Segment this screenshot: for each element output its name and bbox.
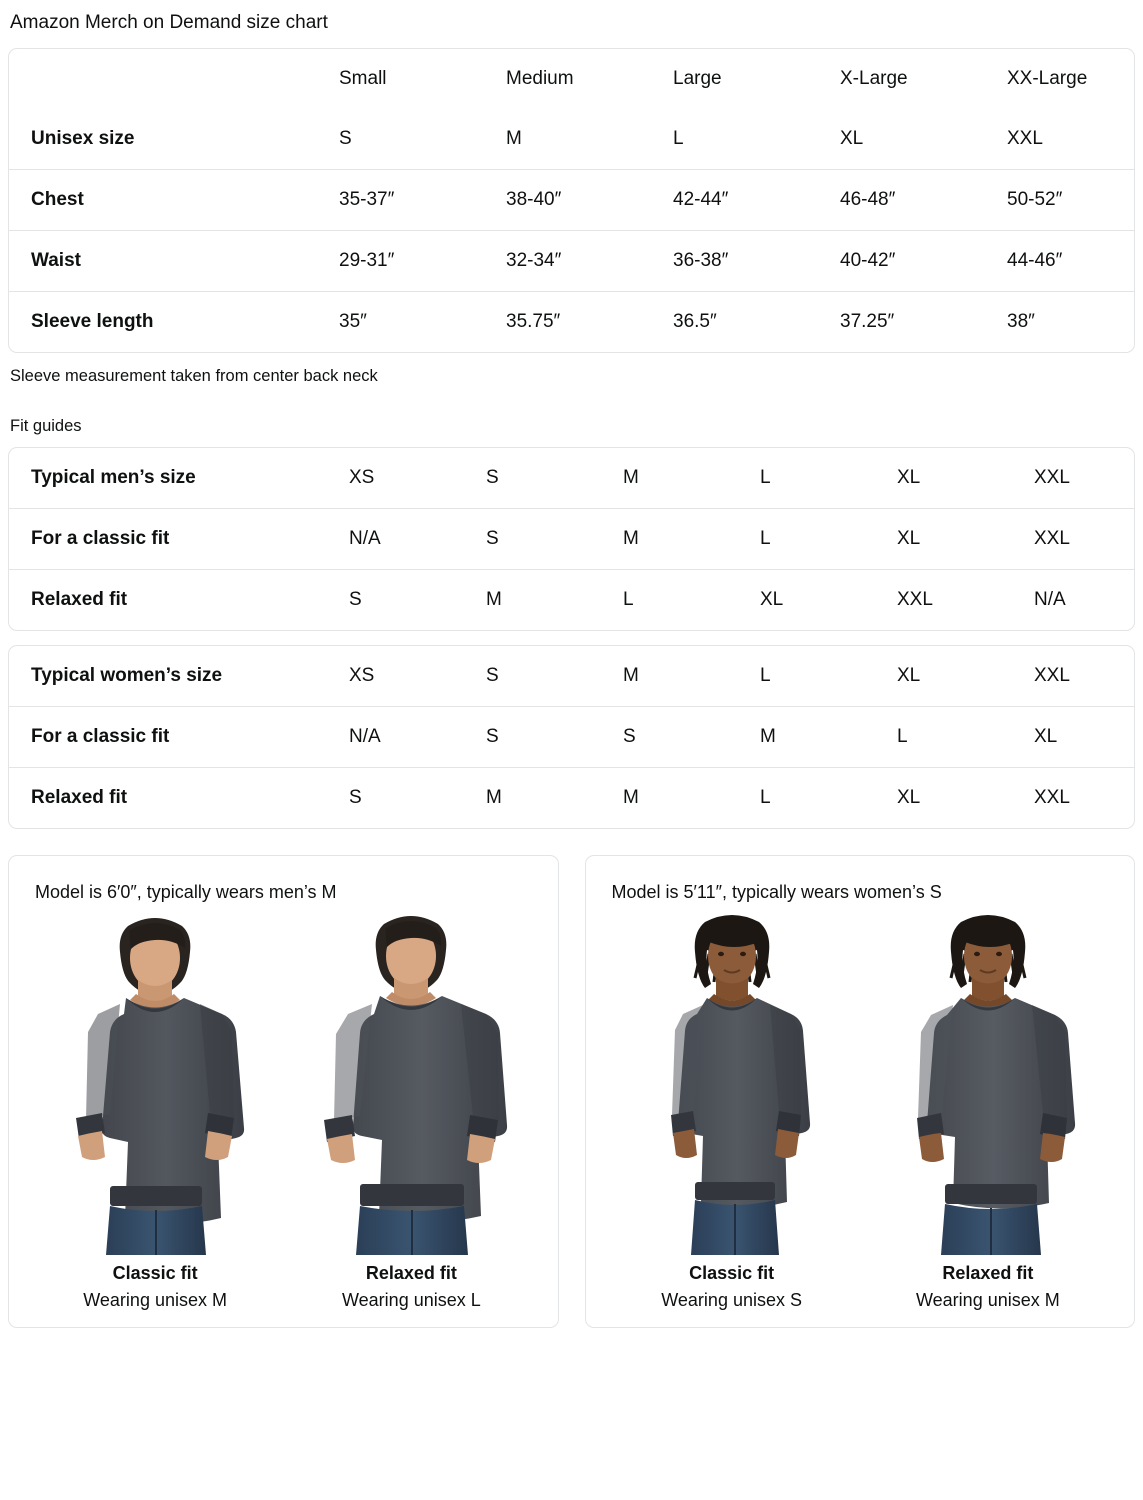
womens-relaxed-fit-figure [860,910,1116,1311]
cell: XXL [1012,646,1135,707]
mens-figure-row [27,910,540,1311]
womens-classic-fit-figure [604,910,860,1311]
womens-figure-row [604,910,1117,1311]
cell: XL [875,448,1012,509]
cell: M [486,589,502,610]
cell: 35″ [339,311,367,332]
sleeve-measurement-note: Sleeve measurement taken from center back neck [10,367,378,385]
row-label-unisex-size: Unisex size [9,109,317,170]
cell: S [464,707,601,768]
cell: N/A [1034,589,1066,610]
cell: L [875,707,1012,768]
row-label-chest: Chest [9,170,317,231]
cell: 38″ [1007,311,1035,332]
measurement-table-head [9,49,1135,109]
cell: 44-46″ [985,231,1135,292]
cell: XXL [1034,787,1070,808]
cell: XL [875,646,1012,707]
mens-fit-table-body [9,448,1135,630]
mens-model-card [8,855,559,1328]
cell: S [349,589,362,610]
mens-relaxed-fit-figure [283,910,539,1311]
mens-fit-table [9,448,1135,630]
figure-title: Relaxed fit [365,1263,457,1283]
cell: XL [1012,707,1135,768]
row-label-waist: Waist [9,231,317,292]
figure-subtitle: Wearing unisex L [342,1290,481,1310]
measurement-table [9,49,1135,352]
figure-title: Classic fit [689,1263,775,1283]
fit-guides-label: Fit guides [10,417,82,435]
measurement-table-body [9,109,1135,352]
mens-classic-fit-photo [40,910,270,1255]
cell: M [601,646,738,707]
col-header-blank [9,49,317,109]
row-label-mens-classic-fit: For a classic fit [9,509,327,570]
cell: N/A [327,509,464,570]
cell: XL [818,109,985,170]
cell: S [317,109,484,170]
womens-fit-table-body [9,646,1135,828]
mens-fit-table-card [8,447,1135,631]
cell: S [464,509,601,570]
cell: L [738,448,875,509]
cell: 46-48″ [818,170,985,231]
cell: 42-44″ [651,170,818,231]
figure-title: Classic fit [112,1263,198,1283]
col-header-xxlarge: XX-Large [1007,68,1088,89]
table-row [9,448,1135,509]
cell: 36.5″ [673,311,717,332]
cell: XXL [1012,509,1135,570]
mens-classic-fit-figure [27,910,283,1311]
table-row [9,109,1135,170]
row-label-mens-relaxed-fit: Relaxed fit [31,589,128,610]
womens-fit-table [9,646,1135,828]
mens-model-caption: Model is 6′0″, typically wears men’s M [35,882,337,902]
cell: 32-34″ [484,231,651,292]
cell: 38-40″ [484,170,651,231]
cell: 29-31″ [317,231,484,292]
cell: XS [327,646,464,707]
womens-model-caption: Model is 5′11″, typically wears women’s S [611,882,942,902]
cell: 50-52″ [985,170,1135,231]
cell: 40-42″ [818,231,985,292]
cell: M [484,109,651,170]
cell: S [464,448,601,509]
table-row [9,707,1135,768]
cell: M [486,787,502,808]
cell: L [760,787,771,808]
col-header-small: Small [339,68,387,89]
table-row [9,509,1135,570]
row-label-typical-womens-size: Typical women’s size [9,646,327,707]
col-header-large: Large [673,68,722,89]
womens-relaxed-fit-photo [873,910,1103,1255]
figure-subtitle: Wearing unisex M [83,1290,227,1310]
col-header-xlarge: X-Large [840,68,908,89]
cell: N/A [327,707,464,768]
cell: XL [760,589,784,610]
col-header-medium: Medium [506,68,574,89]
model-cards [8,855,1135,1328]
cell: L [623,589,634,610]
cell: M [601,448,738,509]
womens-fit-table-card [8,645,1135,829]
cell: S [464,646,601,707]
cell: S [349,787,362,808]
womens-model-card [585,855,1136,1328]
cell: L [738,646,875,707]
row-label-typical-mens-size: Typical men’s size [9,448,327,509]
row-label-womens-classic-fit: For a classic fit [9,707,327,768]
cell: 37.25″ [840,311,895,332]
cell: S [601,707,738,768]
cell: XS [327,448,464,509]
cell: XXL [985,109,1135,170]
table-header-row [9,49,1135,109]
cell: M [738,707,875,768]
table-row [9,646,1135,707]
table-row [9,292,1135,353]
figure-title: Relaxed fit [942,1263,1034,1283]
cell: 36-38″ [651,231,818,292]
mens-relaxed-fit-photo [296,910,526,1255]
figure-subtitle: Wearing unisex M [916,1290,1060,1310]
cell: 35.75″ [506,311,561,332]
row-label-womens-relaxed-fit: Relaxed fit [31,787,128,808]
cell: XL [875,509,1012,570]
womens-classic-fit-photo [617,910,847,1255]
cell: XL [897,787,921,808]
cell: XXL [1012,448,1135,509]
cell: L [738,509,875,570]
table-row [9,768,1135,829]
cell: M [601,509,738,570]
measurement-table-card [8,48,1135,353]
table-row [9,570,1135,631]
table-row [9,231,1135,292]
page-title: Amazon Merch on Demand size chart [10,12,328,33]
cell: XXL [897,589,933,610]
row-label-sleeve-length: Sleeve length [31,311,154,332]
cell: L [651,109,818,170]
figure-subtitle: Wearing unisex S [661,1290,802,1310]
cell: M [623,787,639,808]
cell: 35-37″ [317,170,484,231]
table-row [9,170,1135,231]
